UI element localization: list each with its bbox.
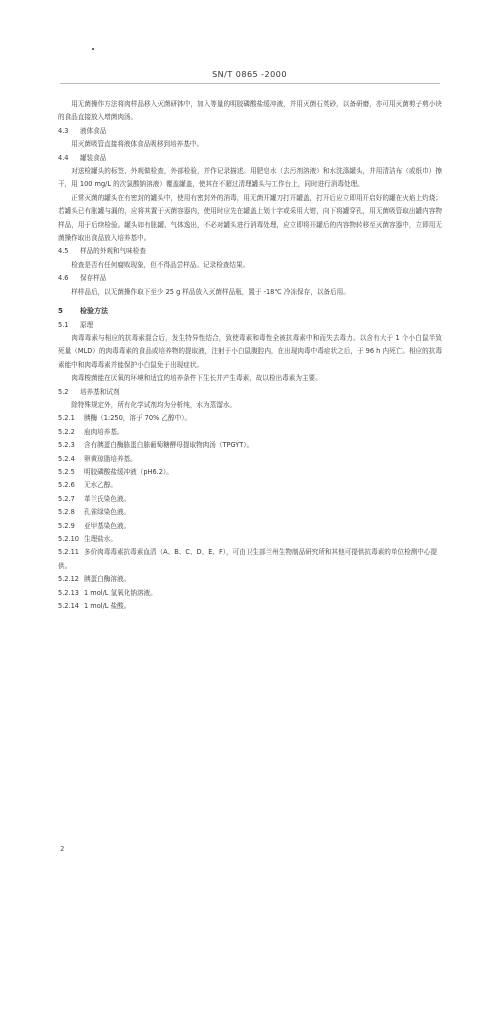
item-text: 含有胰蛋白酶胨蛋白胨葡萄糖酵母提取物肉汤（TPGYT）。 <box>84 441 254 450</box>
item-text: 1 mol/L 盐酸。 <box>84 602 131 611</box>
section-number: 4.5 <box>58 247 69 256</box>
item-number: 5.2.7 <box>58 494 75 503</box>
section-title: 原理 <box>80 320 94 329</box>
item-number: 5.2.5 <box>58 467 75 476</box>
item-number: 5.2.8 <box>58 508 75 517</box>
section-4-4-paragraph-2: 正常灭菌的罐头在有密封的罐头中，使用有密封外的消毒，用无菌开罐刀打开罐盖，打开后应立即用开启好的罐在火焰上灼烧；若罐头已有胀罐与漏的，应将其置于灭菌容器内，使用时应先在罐盖上划十字或采用大钳，向下将罐穿孔，用无菌吸管取出罐内容物样品，用于后续检验。罐头如有胀罐、气体逸出，不必对罐头进行消毒处理，应立即将开罐后的内容物转移至灭菌容器中，立即用无菌操作取出食品放入培养基中。 <box>58 193 442 243</box>
item-text: 庖肉培养基。 <box>84 427 124 436</box>
section-4-5-paragraph: 检查是否有任何腐败现象，但不得品尝样品。记录检查结果。 <box>71 260 250 269</box>
item-number: 5.2.1 <box>58 414 75 423</box>
item-number: 5.2.14 <box>58 602 79 611</box>
section-5-2-paragraph: 除特殊规定外，所有化学试剂均为分析纯，水为蒸馏水。 <box>71 400 237 409</box>
section-title: 保存样品 <box>80 274 107 283</box>
section-4-3-heading <box>58 125 442 138</box>
section-5-1-paragraph-2: 肉毒梭菌能在厌氧的环境和适宜的培养条件下生长并产生毒素，故以检出毒素为主要。 <box>71 374 322 383</box>
standard-code-header: SN/T 0865 -2000 <box>212 70 287 79</box>
section-5-1-paragraph-1: 肉毒毒素与相应的抗毒素混合后，发生特异性结合，致使毒素和毒性全被抗毒素中和而失去毒力。以含有大于 1 个小白鼠半致死量（MLD）的肉毒毒素的食品或培养物的提取液，注射于小白鼠腹腔内，在出现肉毒中毒症状之后，于 96 h 内死亡。相应的抗毒素能中和肉毒毒素并能保护小白鼠免于出现症状。 <box>58 333 442 369</box>
section-5-1-heading <box>58 319 442 332</box>
item-text: 1 mol/L 氢氧化钠溶液。 <box>84 588 157 597</box>
item-number: 5.2.6 <box>58 481 75 490</box>
section-number: 4.6 <box>58 274 69 283</box>
list-item <box>58 439 442 452</box>
section-number: 4.3 <box>58 126 69 135</box>
list-item <box>58 546 442 573</box>
section-title: 检验方法 <box>80 307 108 316</box>
list-item <box>58 426 442 439</box>
item-number: 5.2.3 <box>58 441 75 450</box>
list-item <box>58 412 442 425</box>
section-5-2-heading <box>58 386 442 399</box>
section-4-4-heading <box>58 152 442 165</box>
reagent-list <box>58 412 442 613</box>
item-number: 5.2.4 <box>58 454 75 463</box>
item-text: 胰蛋白酶溶液。 <box>84 575 131 584</box>
section-number: 5.1 <box>58 320 69 329</box>
item-text: 革兰氏染色液。 <box>84 494 131 503</box>
scan-speck <box>92 48 94 50</box>
item-text: 孔雀绿染色液。 <box>84 508 131 517</box>
document-body <box>58 98 442 613</box>
section-4-3-paragraph: 用灭菌吸管直接将液体食品吸移到培养基中。 <box>71 140 204 149</box>
section-number: 5.2 <box>58 387 69 396</box>
section-4-5-heading <box>58 245 442 258</box>
section-title: 液体食品 <box>80 126 107 135</box>
section-4-4-paragraph-1: 对送检罐头的标签、外观做检查，外部检验，并作记录描述。用肥皂水（去污剂溶液）和水洗涤罐头，并用清洁布（或纸巾）擦干，用 100 mg/L 的次氯酸钠溶液）覆盖罐盖，使其在不超过清理罐头与工作台上，同时进行消毒处理。 <box>58 167 442 189</box>
item-text: 卵黄琼脂培养基。 <box>84 454 137 463</box>
list-item <box>58 600 442 613</box>
item-text: 亚甲基染色液。 <box>84 521 131 530</box>
item-text: 无水乙醇。 <box>84 481 117 490</box>
item-text: 生理盐水。 <box>84 535 117 543</box>
list-item <box>58 466 442 479</box>
section-5-heading <box>58 305 442 318</box>
section-4-6-heading <box>58 272 442 285</box>
section-title: 培养基和试剂 <box>80 387 120 396</box>
list-item <box>58 587 442 600</box>
list-item <box>58 493 442 506</box>
section-4-6-paragraph: 样样品后，以无菌操作取下至少 25 g 样品放入灭菌样品瓶，置于 -18℃ 冷冻保存，以备后用。 <box>71 287 350 296</box>
list-item <box>58 479 442 492</box>
item-text: 多价肉毒毒素抗毒素血清（A、B、C、D、E、F），可由卫生部兰州生物制品研究所和其他可提供抗毒素的单位检测中心提供。 <box>58 548 438 570</box>
item-number: 5.2.2 <box>58 427 75 436</box>
section-title: 样品的外观和气味检查 <box>80 247 146 256</box>
list-item <box>58 573 442 586</box>
item-number: 5.2.12 <box>58 575 79 584</box>
item-number: 5.2.10 <box>58 535 79 543</box>
section-number: 5 <box>58 307 63 316</box>
section-number: 4.4 <box>58 153 69 162</box>
header-rule <box>60 83 440 84</box>
list-item <box>58 533 442 546</box>
section-title: 罐装食品 <box>80 153 107 162</box>
item-text: 胰酶（1:250，溶于 70% 乙醇中）。 <box>84 414 192 423</box>
item-number: 5.2.11 <box>58 548 79 557</box>
item-number: 5.2.9 <box>58 521 75 530</box>
item-number: 5.2.13 <box>58 588 79 597</box>
intro-paragraph: 用无菌操作方法将肉样品移入灭菌研钵中，加入等量的明胶磷酸盐缓冲液，并用灭菌石英砂，以备研磨，亦可用灭菌剪子剪小块的食品直接放入增菌肉汤。 <box>58 100 442 122</box>
page-number: 2 <box>60 845 65 853</box>
list-item <box>58 453 442 466</box>
item-text: 明胶磷酸盐缓冲液（pH6.2）。 <box>84 467 173 476</box>
list-item <box>58 506 442 519</box>
list-item <box>58 520 442 533</box>
